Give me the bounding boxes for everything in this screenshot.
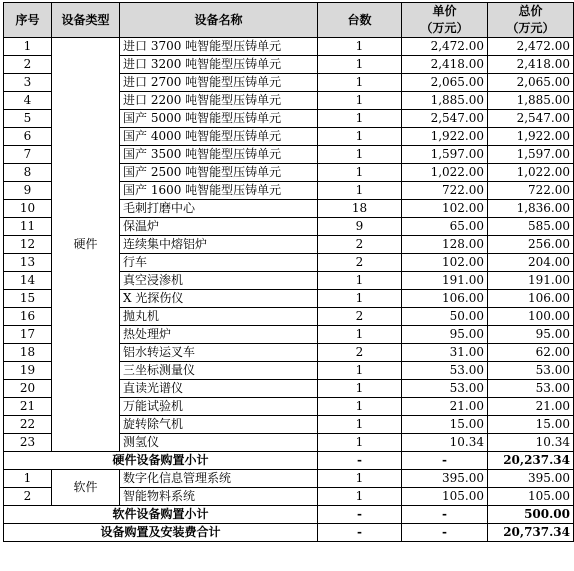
row-qty: 2 [318, 254, 402, 272]
row-unit-price: 106.00 [402, 290, 488, 308]
row-unit-price: 1,885.00 [402, 92, 488, 110]
row-unit-price: 395.00 [402, 470, 488, 488]
row-qty: 1 [318, 362, 402, 380]
row-unit-price: 50.00 [402, 308, 488, 326]
row-seq: 3 [4, 74, 52, 92]
hardware-subtotal-row [4, 452, 574, 470]
row-qty: 1 [318, 434, 402, 452]
row-qty: 1 [318, 56, 402, 74]
row-qty: 1 [318, 470, 402, 488]
software-subtotal-unit: - [402, 506, 488, 524]
row-name: 国产 4000 吨智能型压铸单元 [120, 128, 318, 146]
row-total-price: 1,022.00 [488, 164, 574, 182]
row-total-price: 204.00 [488, 254, 574, 272]
row-unit-price: 102.00 [402, 254, 488, 272]
row-name: 国产 2500 吨智能型压铸单元 [120, 164, 318, 182]
row-qty: 1 [318, 380, 402, 398]
row-seq: 18 [4, 344, 52, 362]
row-seq: 6 [4, 128, 52, 146]
header-unit-price-line2: （万元） [420, 21, 469, 35]
row-name: 国产 3500 吨智能型压铸单元 [120, 146, 318, 164]
row-qty: 1 [318, 38, 402, 56]
header-name: 设备名称 [120, 3, 318, 38]
row-name: 进口 3700 吨智能型压铸单元 [120, 38, 318, 56]
row-qty: 18 [318, 200, 402, 218]
row-qty: 2 [318, 308, 402, 326]
row-seq: 22 [4, 416, 52, 434]
row-total-price: 2,472.00 [488, 38, 574, 56]
equipment-table [3, 2, 574, 542]
row-name: 真空浸渗机 [120, 272, 318, 290]
row-qty: 1 [318, 488, 402, 506]
row-seq: 20 [4, 380, 52, 398]
software-subtotal-label: 软件设备购置小计 [4, 506, 318, 524]
row-name: 保温炉 [120, 218, 318, 236]
row-type: 软件 [52, 470, 120, 506]
row-name: 直读光谱仪 [120, 380, 318, 398]
row-seq: 13 [4, 254, 52, 272]
table-header [4, 3, 574, 38]
row-unit-price: 102.00 [402, 200, 488, 218]
row-seq: 5 [4, 110, 52, 128]
row-qty: 1 [318, 290, 402, 308]
hardware-subtotal-label: 硬件设备购置小计 [4, 452, 318, 470]
row-name: 热处理炉 [120, 326, 318, 344]
header-type: 设备类型 [52, 3, 120, 38]
row-qty: 1 [318, 128, 402, 146]
row-total-price: 21.00 [488, 398, 574, 416]
row-total-price: 191.00 [488, 272, 574, 290]
row-name: X 光探伤仪 [120, 290, 318, 308]
row-type: 硬件 [52, 38, 120, 452]
row-seq: 9 [4, 182, 52, 200]
row-unit-price: 65.00 [402, 218, 488, 236]
software-subtotal-total: 500.00 [488, 506, 574, 524]
row-name: 三坐标测量仪 [120, 362, 318, 380]
row-unit-price: 1,922.00 [402, 128, 488, 146]
row-unit-price: 15.00 [402, 416, 488, 434]
row-name: 测氢仪 [120, 434, 318, 452]
row-seq: 8 [4, 164, 52, 182]
grand-total-total: 20,737.34 [488, 524, 574, 542]
row-unit-price: 2,418.00 [402, 56, 488, 74]
row-unit-price: 2,547.00 [402, 110, 488, 128]
row-name: 连续集中熔铝炉 [120, 236, 318, 254]
row-total-price: 106.00 [488, 290, 574, 308]
row-qty: 1 [318, 326, 402, 344]
row-name: 进口 3200 吨智能型压铸单元 [120, 56, 318, 74]
row-total-price: 1,885.00 [488, 92, 574, 110]
row-qty: 1 [318, 146, 402, 164]
row-seq: 15 [4, 290, 52, 308]
row-qty: 2 [318, 344, 402, 362]
row-unit-price: 1,597.00 [402, 146, 488, 164]
header-unit-price-line1: 单价 [432, 4, 457, 18]
row-unit-price: 128.00 [402, 236, 488, 254]
row-seq: 12 [4, 236, 52, 254]
row-total-price: 10.34 [488, 434, 574, 452]
row-name: 国产 1600 吨智能型压铸单元 [120, 182, 318, 200]
row-unit-price: 722.00 [402, 182, 488, 200]
row-unit-price: 95.00 [402, 326, 488, 344]
header-qty: 台数 [318, 3, 402, 38]
table-row [4, 470, 574, 488]
row-total-price: 53.00 [488, 362, 574, 380]
software-subtotal-row [4, 506, 574, 524]
row-name: 旋转除气机 [120, 416, 318, 434]
row-unit-price: 2,065.00 [402, 74, 488, 92]
row-total-price: 585.00 [488, 218, 574, 236]
row-seq: 2 [4, 488, 52, 506]
row-name: 抛丸机 [120, 308, 318, 326]
row-total-price: 100.00 [488, 308, 574, 326]
software-subtotal-qty: - [318, 506, 402, 524]
row-unit-price: 21.00 [402, 398, 488, 416]
row-total-price: 62.00 [488, 344, 574, 362]
row-unit-price: 10.34 [402, 434, 488, 452]
row-seq: 4 [4, 92, 52, 110]
row-name: 毛刺打磨中心 [120, 200, 318, 218]
row-name: 智能物料系统 [120, 488, 318, 506]
row-total-price: 395.00 [488, 470, 574, 488]
row-name: 数字化信息管理系统 [120, 470, 318, 488]
row-qty: 1 [318, 272, 402, 290]
grand-total-label: 设备购置及安装费合计 [4, 524, 318, 542]
row-total-price: 2,547.00 [488, 110, 574, 128]
row-seq: 14 [4, 272, 52, 290]
row-qty: 1 [318, 182, 402, 200]
grand-total-unit: - [402, 524, 488, 542]
row-total-price: 105.00 [488, 488, 574, 506]
row-total-price: 1,836.00 [488, 200, 574, 218]
row-qty: 1 [318, 164, 402, 182]
row-name: 行车 [120, 254, 318, 272]
grand-total-row [4, 524, 574, 542]
row-unit-price: 105.00 [402, 488, 488, 506]
row-qty: 9 [318, 218, 402, 236]
row-seq: 11 [4, 218, 52, 236]
hardware-subtotal-qty: - [318, 452, 402, 470]
row-qty: 1 [318, 110, 402, 128]
row-qty: 1 [318, 416, 402, 434]
header-seq: 序号 [4, 3, 52, 38]
row-seq: 10 [4, 200, 52, 218]
row-unit-price: 2,472.00 [402, 38, 488, 56]
hardware-subtotal-unit: - [402, 452, 488, 470]
row-seq: 23 [4, 434, 52, 452]
row-qty: 1 [318, 74, 402, 92]
header-total-price-line2: （万元） [506, 21, 555, 35]
row-qty: 2 [318, 236, 402, 254]
row-seq: 17 [4, 326, 52, 344]
header-unit-price [402, 3, 488, 38]
row-seq: 16 [4, 308, 52, 326]
row-seq: 1 [4, 38, 52, 56]
row-unit-price: 1,022.00 [402, 164, 488, 182]
row-total-price: 15.00 [488, 416, 574, 434]
grand-total-qty: - [318, 524, 402, 542]
row-name: 进口 2200 吨智能型压铸单元 [120, 92, 318, 110]
row-name: 铝水转运叉车 [120, 344, 318, 362]
row-unit-price: 53.00 [402, 380, 488, 398]
row-total-price: 95.00 [488, 326, 574, 344]
row-seq: 21 [4, 398, 52, 416]
row-name: 进口 2700 吨智能型压铸单元 [120, 74, 318, 92]
row-total-price: 722.00 [488, 182, 574, 200]
hardware-subtotal-total: 20,237.34 [488, 452, 574, 470]
row-total-price: 1,597.00 [488, 146, 574, 164]
row-total-price: 2,065.00 [488, 74, 574, 92]
row-unit-price: 53.00 [402, 362, 488, 380]
row-total-price: 1,922.00 [488, 128, 574, 146]
table-row [4, 38, 574, 56]
row-qty: 1 [318, 92, 402, 110]
row-seq: 2 [4, 56, 52, 74]
row-name: 万能试验机 [120, 398, 318, 416]
header-total-price-line1: 总价 [518, 4, 543, 18]
row-seq: 19 [4, 362, 52, 380]
table-body [4, 38, 574, 542]
row-seq: 7 [4, 146, 52, 164]
row-unit-price: 31.00 [402, 344, 488, 362]
row-qty: 1 [318, 398, 402, 416]
row-total-price: 53.00 [488, 380, 574, 398]
row-total-price: 2,418.00 [488, 56, 574, 74]
row-total-price: 256.00 [488, 236, 574, 254]
row-seq: 1 [4, 470, 52, 488]
row-unit-price: 191.00 [402, 272, 488, 290]
row-name: 国产 5000 吨智能型压铸单元 [120, 110, 318, 128]
header-total-price [488, 3, 574, 38]
